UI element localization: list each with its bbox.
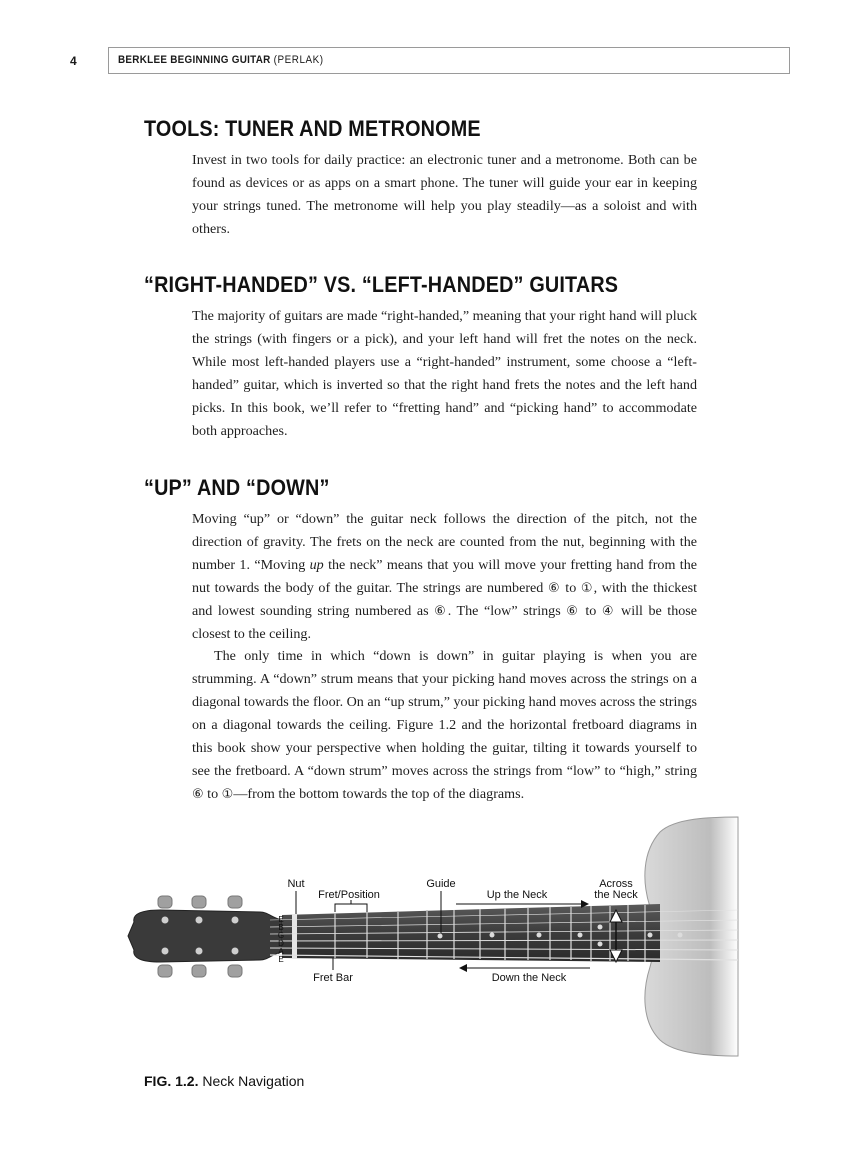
string-number-1: ① (580, 581, 594, 596)
paragraph-up-down-2 (192, 645, 697, 806)
page-number: 4 (70, 54, 77, 68)
text-run: the neck” means that you will move your fretting hand from the nut towards the body of the guitar. The strings are numbered (192, 557, 697, 596)
string-name-label: E (278, 955, 284, 964)
label-across-the-neck-2: the Neck (594, 889, 638, 901)
string-name-label: B (278, 923, 284, 932)
text-run: , with the thickest and lowest sounding string numbered as (192, 580, 697, 619)
text-run: . The “low” strings (447, 603, 567, 619)
section-heading-tools: TOOLS: TUNER AND METRONOME (144, 116, 481, 141)
section-heading-handedness: “RIGHT-HANDED” VS. “LEFT-HANDED” GUITARS (144, 272, 619, 297)
string-number-4: ④ (601, 604, 616, 619)
label-across-the-neck-1: Across (599, 878, 633, 890)
text-run: to (579, 603, 602, 619)
running-head-title (118, 54, 324, 66)
text-run: to (203, 786, 222, 802)
label-down-the-neck: Down the Neck (491, 972, 567, 984)
figure-caption-number: FIG. 1.2. (144, 1073, 199, 1089)
label-guide: Guide (426, 878, 456, 890)
string-names (278, 915, 284, 964)
label-fret-bar: Fret Bar (313, 972, 353, 984)
text-run: —from the bottom towards the top of the diagrams. (233, 786, 525, 802)
guitar-headstock (128, 910, 285, 962)
string-number-6: ⑥ (434, 604, 448, 619)
string-number-6: ⑥ (192, 787, 204, 802)
book-author: (PERLAK) (273, 54, 324, 66)
running-head (108, 47, 790, 74)
string-number-6: ⑥ (547, 581, 561, 596)
text-run: will be those closest to the ceiling. (192, 603, 698, 642)
figure-neck-navigation (120, 812, 740, 1062)
nut (292, 914, 297, 959)
string-name-label: A (278, 947, 284, 956)
section-heading-up-down: “UP” AND “DOWN” (144, 475, 330, 500)
bracket-fret-position (335, 900, 367, 912)
string-name-label: G (277, 931, 285, 940)
book-title: BERKLEE BEGINNING GUITAR (118, 54, 271, 66)
label-nut: Nut (287, 878, 305, 890)
string-number-6: ⑥ (566, 604, 580, 619)
paragraph-up-down-1 (192, 508, 697, 646)
string-name-label: D (278, 939, 284, 948)
label-fret-position: Fret/Position (318, 889, 380, 901)
label-up-the-neck: Up the Neck (486, 889, 548, 901)
guitar-neck-diagram (120, 812, 740, 1062)
paragraph-handedness: The majority of guitars are made “right-handed,” meaning that your right hand will pluck the strings (with fingers or a pick), and your left hand will fret the notes on the neck. While most left-handed players use a “right-handed” instrument, some choose a “left-handed” guitar, which is inverted so that the right hand frets the notes and the left hand picks. In this book, we’ll refer to “fretting hand” and “picking hand” to accommodate both approaches. (192, 308, 697, 439)
text-run: to (560, 580, 581, 596)
emphasis-up: up (309, 557, 324, 573)
figure-caption (144, 1073, 304, 1089)
string-name-label: E (278, 915, 284, 924)
figure-caption-text: Neck Navigation (202, 1073, 305, 1089)
paragraph-tools: Invest in two tools for daily practice: an electronic tuner and a metronome. Both can be found as devices or as apps on a smart phone. The tuner will guide your ear in keeping your strings tuned. The metronome will help you play steadily—as a soloist and with others. (192, 152, 697, 237)
text-run: The only time in which “down is down” in guitar playing is when you are strumming. A “down” strum means that your picking hand moves across the strings on a diagonal towards the floor. On an “up strum,” your picking hand moves across the strings on a diagonal towards the ceiling. Figure 1.2 and the horizontal fretboard diagrams in this book show your perspective when holding the guitar, tilting it towards yourself to see the fretboard. A “down strum” moves across the strings from “low” to “high,” string (192, 648, 697, 779)
string-number-1: ① (221, 787, 234, 802)
text-run: Moving “up” or “down” the guitar neck follows the direction of the pitch, not the direction of gravity. The frets on the neck are counted from the nut, beginning with the number 1. “Moving (192, 511, 697, 573)
